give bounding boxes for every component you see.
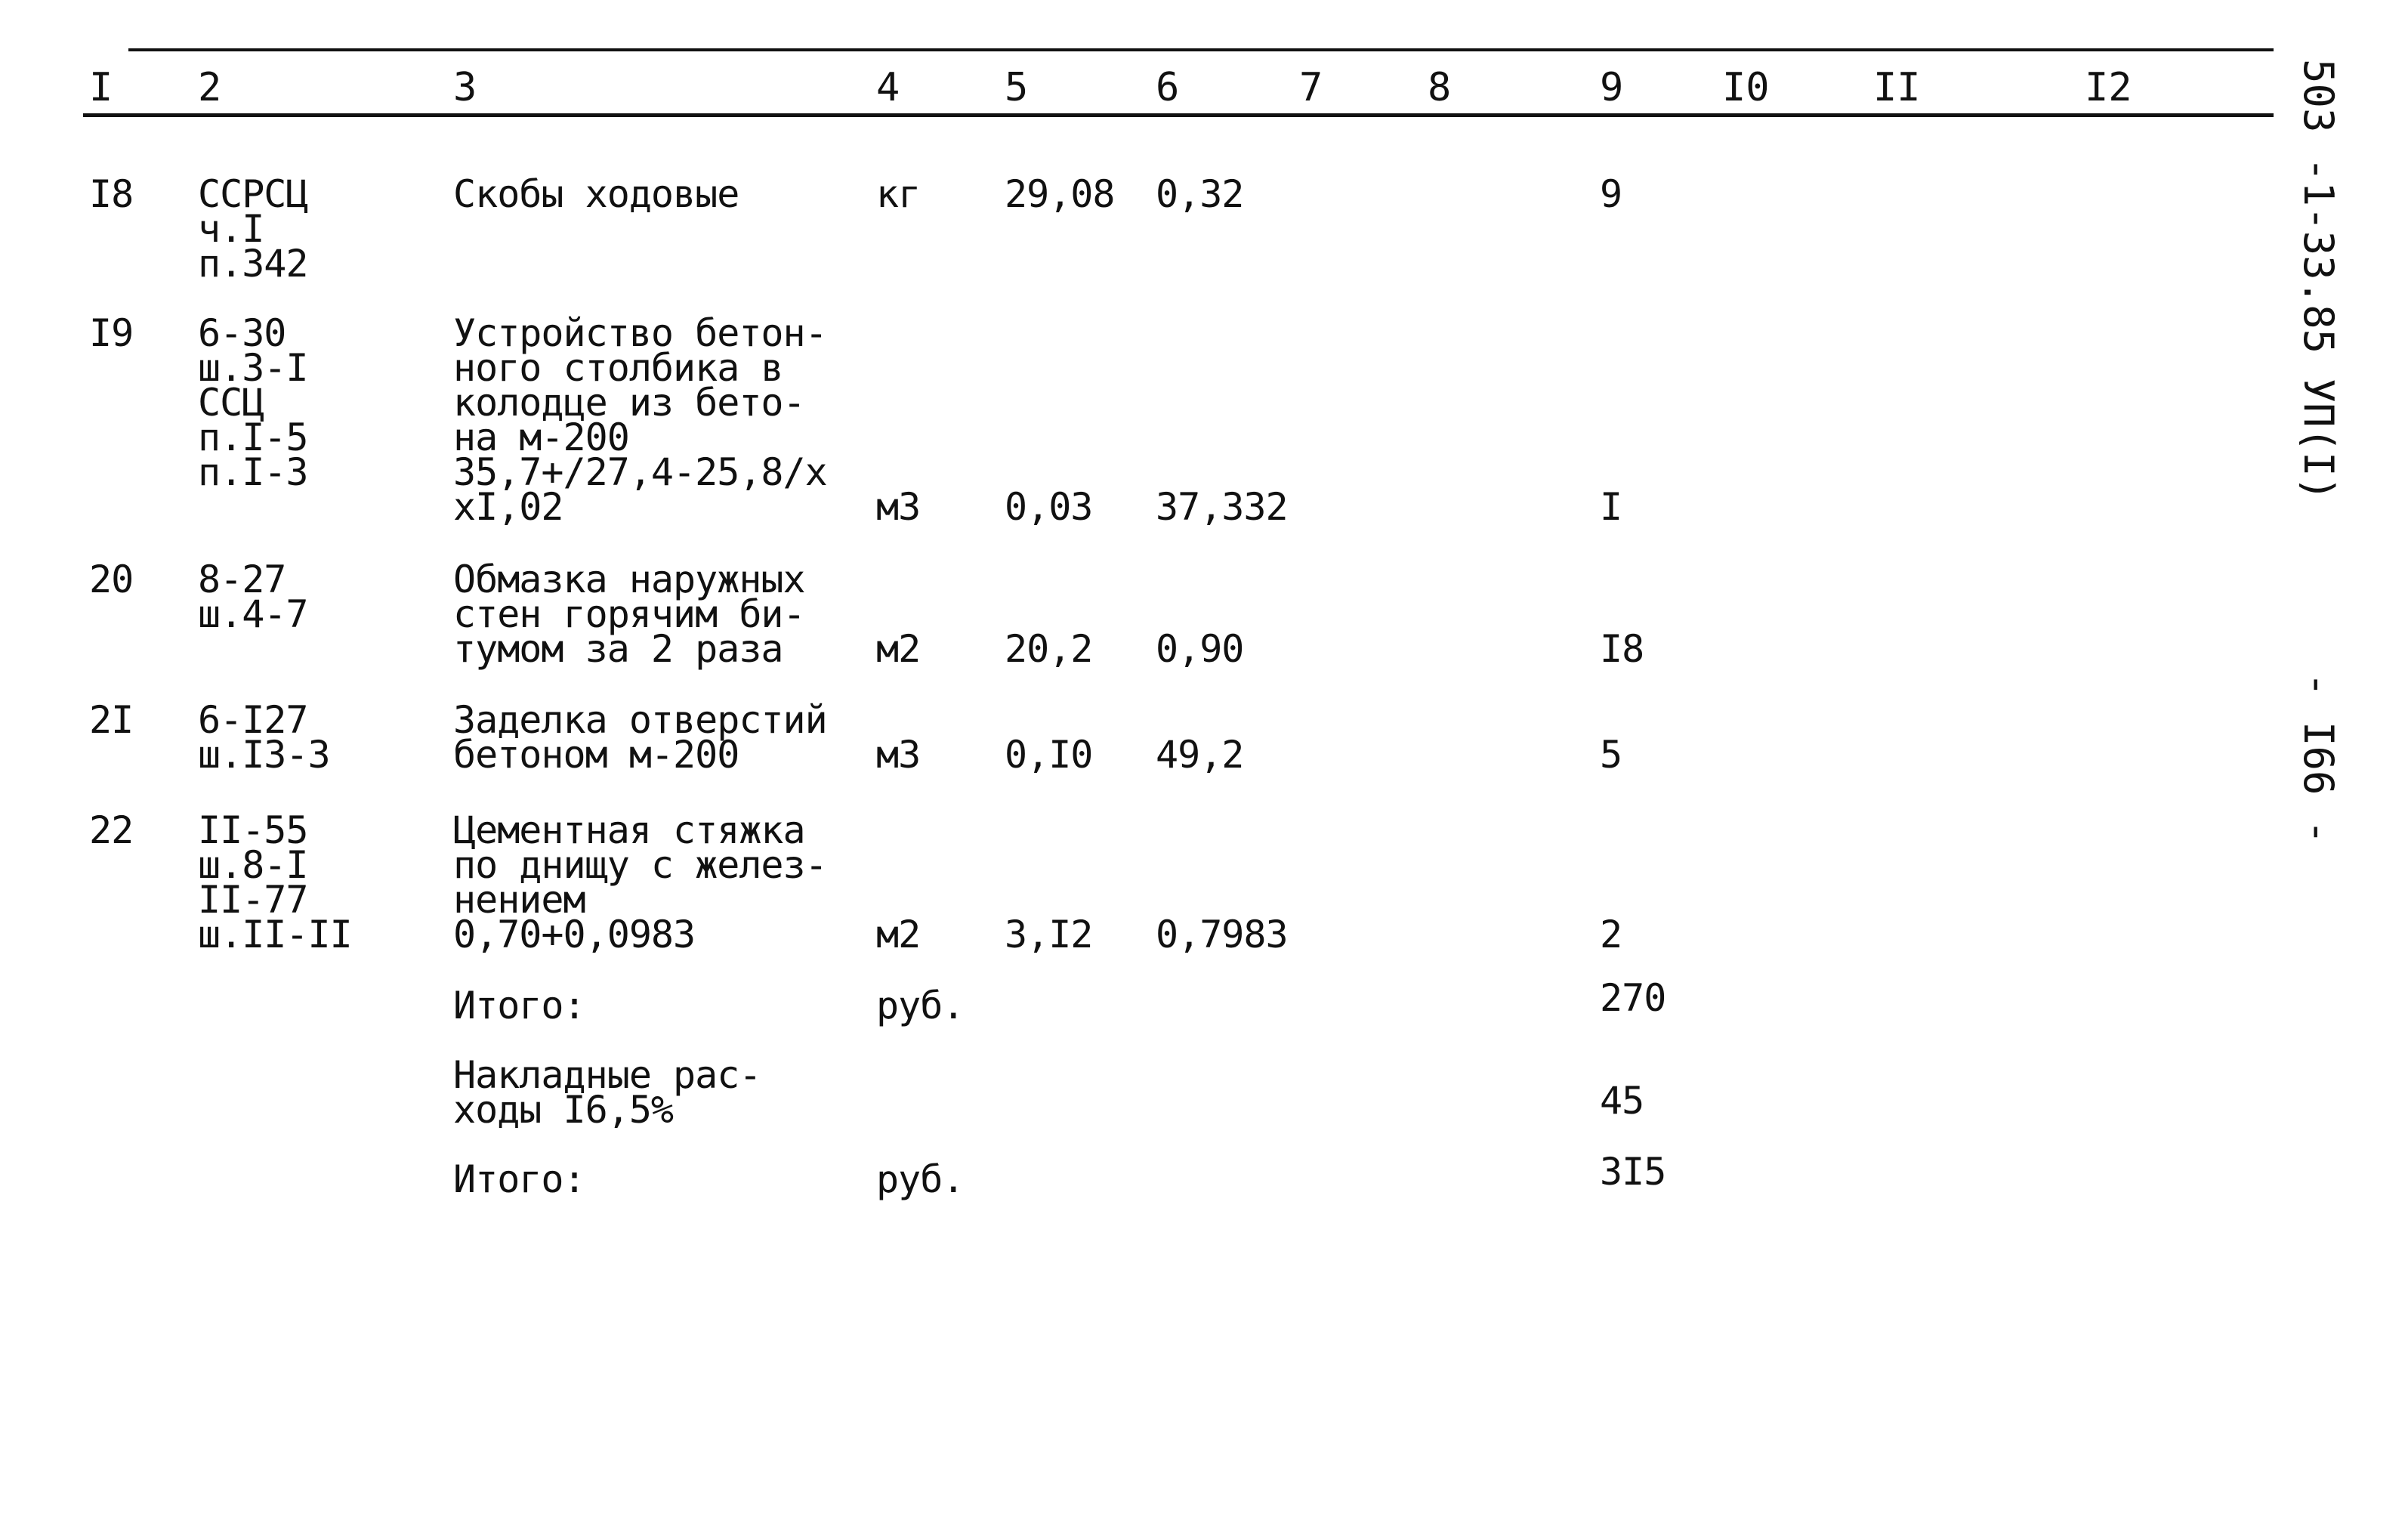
code-line: 6-I27 [198,698,308,742]
summary-label: Итого: [453,1157,585,1201]
col-header-10: I0 [1722,65,1770,110]
total-cost: 9 [1600,172,1622,216]
col-header-4: 4 [876,65,900,110]
code-line: п.I-5 [198,416,308,459]
quantity: 20,2 [1005,627,1093,671]
col-header-12: I2 [2085,65,2132,110]
description-line: Цементная стяжка [453,808,805,852]
code-line: ССРСЦ [198,172,308,216]
unit: м3 [876,485,921,529]
summary-total: 45 [1600,1079,1644,1123]
description-line: колодце из бето- [453,381,805,425]
col-header-6: 6 [1156,65,1180,110]
col-header-5: 5 [1005,65,1029,110]
col-header-11: II [1873,65,1921,110]
quantity: 0,I0 [1005,733,1093,777]
total-cost: I [1600,485,1622,529]
description-line: Скобы ходовые [453,172,739,216]
code-line: 6-30 [198,311,286,355]
description-line: xI,02 [453,485,563,529]
description-line: 0,70+0,0983 [453,913,696,956]
code-line: ш.II-II [198,913,352,956]
code-line: ш.4-7 [198,592,308,636]
description-line: Устройство бетон- [453,311,827,355]
header-top-rule [128,48,2274,51]
row-number: 2I [89,698,134,742]
row-number: I9 [89,311,134,355]
code-line: 8-27 [198,558,286,601]
description-line: Обмазка наружных [453,558,805,601]
unit: м2 [876,627,921,671]
summary-unit: руб. [876,984,965,1027]
unit-price: 37,332 [1156,485,1288,529]
col-header-2: 2 [198,65,222,110]
document-code-vertical: 503 -1-33.85 УП(I) [2295,59,2342,502]
code-line: II-77 [198,878,308,922]
description-line: тумом за 2 раза [453,627,783,671]
unit: м3 [876,733,921,777]
description-line: ного столбика в [453,346,783,390]
summary-unit: руб. [876,1157,965,1201]
col-header-1: I [89,65,113,110]
total-cost: 2 [1600,913,1622,956]
code-line: ш.8-I [198,843,308,887]
code-line: ССЦ [198,381,264,425]
code-line: ш.I3-3 [198,733,330,777]
unit: кг [876,172,921,216]
summary-label: Итого: [453,984,585,1027]
col-header-9: 9 [1600,65,1624,110]
summary-total: 3I5 [1600,1150,1666,1194]
description-line: на м-200 [453,416,629,459]
unit-price: 49,2 [1156,733,1244,777]
col-header-7: 7 [1299,65,1323,110]
description-line: бетоном м-200 [453,733,739,777]
code-line: п.342 [198,242,308,286]
description-line: стен горячим би- [453,592,805,636]
code-line: п.I-3 [198,450,308,494]
summary-label: Накладные рас- [453,1053,761,1097]
unit-price: 0,7983 [1156,913,1288,956]
description-line: Заделка отверстий [453,698,827,742]
total-cost: I8 [1600,627,1644,671]
unit-price: 0,90 [1156,627,1244,671]
summary-total: 270 [1600,976,1666,1020]
unit: м2 [876,913,921,956]
code-line: ч.I [198,207,264,251]
code-line: ш.3-I [198,346,308,390]
col-header-8: 8 [1428,65,1452,110]
row-number: 22 [89,808,134,852]
quantity: 0,03 [1005,485,1093,529]
quantity: 29,08 [1005,172,1115,216]
description-line: 35,7+/27,4-25,8/x [453,450,827,494]
code-line: II-55 [198,808,308,852]
col-header-3: 3 [453,65,477,110]
quantity: 3,I2 [1005,913,1093,956]
description-line: по днищу с желез- [453,843,827,887]
total-cost: 5 [1600,733,1622,777]
description-line: нением [453,878,585,922]
unit-price: 0,32 [1156,172,1244,216]
page-number-vertical: - I66 - [2295,672,2342,845]
row-number: I8 [89,172,134,216]
row-number: 20 [89,558,134,601]
summary-label: ходы I6,5% [453,1088,674,1132]
header-bottom-rule [83,113,2274,117]
